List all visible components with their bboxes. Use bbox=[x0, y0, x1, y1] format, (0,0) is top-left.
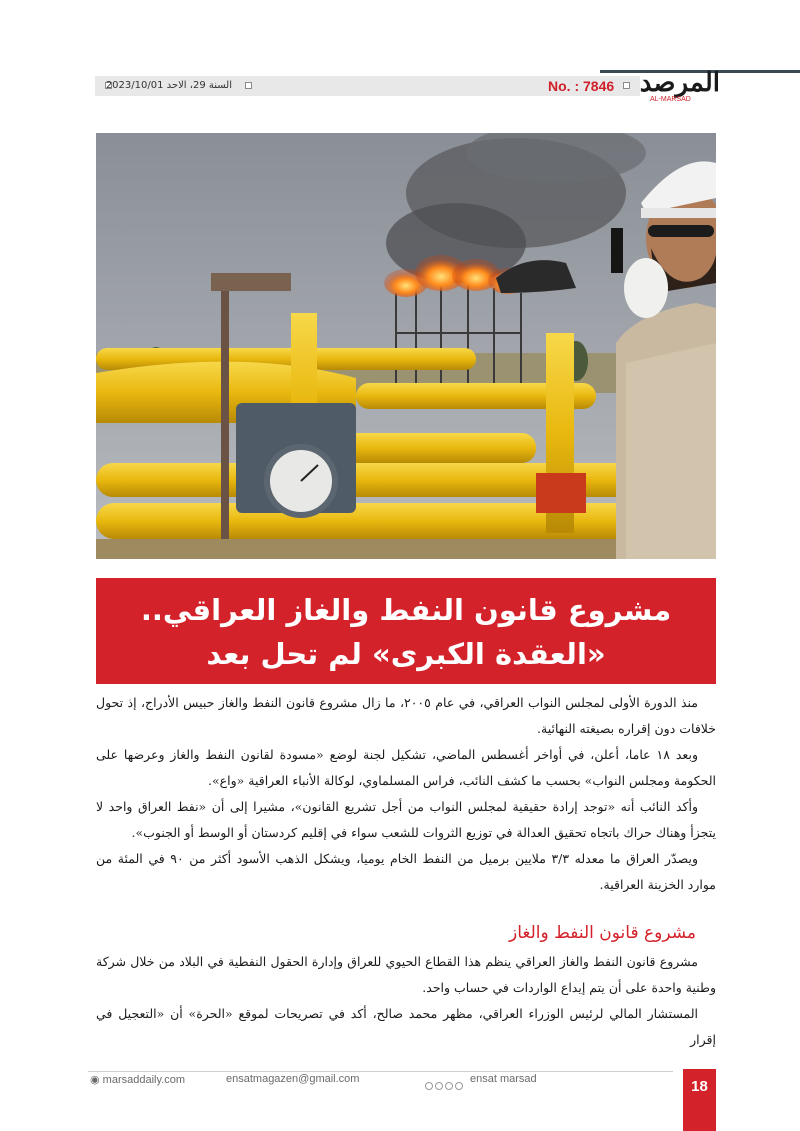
article-photo bbox=[96, 133, 716, 559]
footer-website[interactable] bbox=[90, 1073, 185, 1086]
facebook-icon[interactable] bbox=[425, 1082, 433, 1090]
article-paragraph: مشروع قانون النفط والغاز العراقي ينظم هذا القطاع الحيوي للعراق وإدارة الحقول النفطية في البلاد من خلال شركة وطنية واحدة على أن يتم إيداع الواردات في حساب واحد. bbox=[96, 954, 716, 995]
twitter-icon[interactable] bbox=[435, 1082, 443, 1090]
article-title-banner bbox=[96, 578, 716, 684]
footer-email[interactable]: ensatmagazen@gmail.com bbox=[226, 1073, 360, 1085]
globe-icon: ◉ bbox=[90, 1074, 100, 1086]
publication-logo bbox=[640, 68, 720, 104]
header-square-icon bbox=[245, 82, 252, 89]
footer-rule bbox=[88, 1071, 673, 1072]
article-paragraph: المستشار المالي لرئيس الوزراء العراقي، مظهر محمد صالح، أكد في تصريحات لموقع «الحرة» أن «التعجيل في إقرار bbox=[96, 1006, 716, 1047]
page-number: 18 bbox=[683, 1069, 716, 1131]
youtube-icon[interactable] bbox=[455, 1082, 463, 1090]
article-body bbox=[96, 690, 716, 1053]
social-icons bbox=[425, 1075, 465, 1085]
article-paragraph: وأكد النائب أنه «توجد إرادة حقيقية لمجلس النواب من أجل تشريع القانون»، مشيرا إلى أن «نفط العراق واحد لا يتجزأ وهناك حراك باتجاه تحقيق العدالة في توزيع الثروات للشعب سواء في إقليم كردستان أو الوسط أو الجنوب». bbox=[96, 799, 716, 840]
logo-wordmark: المرصد bbox=[639, 68, 720, 98]
oil-field-worker-photo bbox=[96, 133, 716, 559]
logo-latin: AL-MARSAD bbox=[650, 96, 691, 103]
article-paragraph: منذ الدورة الأولى لمجلس النواب العراقي، في عام ٢٠٠٥، ما زال مشروع قانون النفط والغاز حبيس الأدراج، إذ تحول خلافات دون إقراره بصيغته النهائية. bbox=[96, 695, 716, 736]
issue-date: السنة 29، الاحد 2023/10/01 bbox=[105, 80, 232, 91]
header-square-icon bbox=[623, 82, 630, 89]
article-title-line-1: مشروع قانون النفط والغاز العراقي.. bbox=[140, 593, 672, 627]
article-title-line-2: «العقدة الكبرى» لم تحل بعد bbox=[206, 637, 606, 671]
website-link[interactable]: marsaddaily.com bbox=[102, 1074, 185, 1086]
article-paragraph: وبعد ١٨ عاما، أعلن، في أواخر أغسطس الماضي، تشكيل لجنة لوضع «مسودة لقانون النفط والغاز وعرضها على الحكومة ومجلس النواب» بحسب ما كشف النائب، فراس المسلماوي، لوكالة الأنباء العراقية «واع». bbox=[96, 747, 716, 788]
issue-number: No. : 7846 bbox=[548, 78, 615, 94]
instagram-icon[interactable] bbox=[445, 1082, 453, 1090]
article-subheading: مشروع قانون النفط والغاز bbox=[509, 923, 696, 943]
article-paragraph: ويصدّر العراق ما معدله ٣/٣ ملايين برميل من النفط الخام يوميا، ويشكل الذهب الأسود أكثر من ٩٠ في المئة من موارد الخزينة العراقية. bbox=[96, 851, 716, 892]
footer-social-handle[interactable]: ensat marsad bbox=[470, 1073, 537, 1085]
